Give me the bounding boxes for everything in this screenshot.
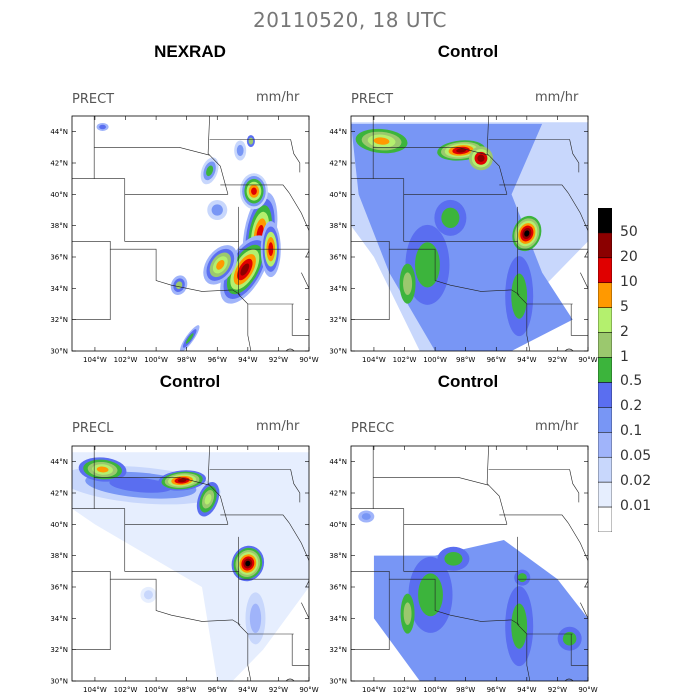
lon-label: 100°W <box>423 686 447 694</box>
state-border <box>487 484 507 525</box>
lat-label: 36°N <box>50 583 68 592</box>
lat-label: 38°N <box>50 552 68 561</box>
colorbar-label: 1 <box>620 348 629 365</box>
lon-label: 98°W <box>456 356 476 364</box>
map-panel-control-prect <box>329 116 598 364</box>
lon-label: 102°W <box>392 356 417 364</box>
map-panel-control-precl <box>50 446 319 694</box>
colorbar-segment <box>598 432 612 457</box>
lon-label: 102°W <box>113 686 138 694</box>
lat-label: 30°N <box>50 677 68 686</box>
units-label-precl: mm/hr <box>256 419 300 434</box>
precip-contour <box>249 138 254 145</box>
colorbar-label: 5 <box>620 298 629 315</box>
lon-label: 94°W <box>238 356 258 364</box>
lat-label: 36°N <box>329 253 347 262</box>
precip-contour <box>237 145 244 156</box>
precip-contour <box>250 604 261 633</box>
lon-label: 90°W <box>299 356 319 364</box>
state-border <box>580 273 588 289</box>
lat-label: 36°N <box>329 583 347 592</box>
lat-label: 32°N <box>50 646 68 655</box>
colorbar-label: 0.02 <box>620 473 652 490</box>
lon-label: 98°W <box>456 686 476 694</box>
variable-label-precc: PRECC <box>351 421 395 436</box>
precip-contour <box>251 187 257 194</box>
lat-label: 42°N <box>329 489 347 498</box>
colorbar-segment <box>598 233 612 258</box>
lat-label: 30°N <box>329 347 347 356</box>
lat-label: 34°N <box>329 284 347 293</box>
lon-label: 96°W <box>486 686 506 694</box>
lat-label: 44°N <box>50 458 68 467</box>
lat-label: 44°N <box>50 128 68 137</box>
figure-title: 20110520, 18 UTC <box>253 8 447 32</box>
colorbar-segment <box>598 308 612 333</box>
lon-label: 90°W <box>578 356 598 364</box>
lat-label: 40°N <box>329 520 347 529</box>
state-border <box>499 515 568 523</box>
lon-label: 92°W <box>268 686 289 694</box>
panel-title-control-prect: Control <box>437 42 499 61</box>
colorbar-segment <box>598 358 612 383</box>
state-border <box>568 523 592 587</box>
colorbar-label: 0.05 <box>620 448 652 465</box>
lat-label: 30°N <box>329 677 347 686</box>
precip-contour <box>144 590 153 599</box>
colorbar-label: 0.2 <box>620 398 643 415</box>
precip-contour <box>441 208 459 228</box>
colorbar <box>598 208 612 532</box>
precip-contour <box>418 573 443 616</box>
precip-contour <box>444 552 462 566</box>
lon-label: 102°W <box>113 356 138 364</box>
colorbar-segment <box>598 482 612 507</box>
colorbar-segment <box>598 258 612 283</box>
lon-label: 102°W <box>392 686 417 694</box>
colorbar-segment <box>598 283 612 308</box>
state-border <box>289 193 313 257</box>
lon-label: 98°W <box>177 356 197 364</box>
units-label-prect: mm/hr <box>535 90 579 105</box>
state-border <box>570 470 579 503</box>
lat-label: 32°N <box>50 316 68 325</box>
map-panel-nexrad <box>50 116 319 364</box>
state-border <box>301 603 309 619</box>
lon-label: 98°W <box>177 686 197 694</box>
lat-label: 38°N <box>50 222 68 231</box>
map-panel-control-precc <box>329 446 598 694</box>
precip-contour <box>518 573 527 582</box>
precip-contour <box>404 602 412 625</box>
lon-label: 92°W <box>547 686 568 694</box>
colorbar-label: 0.1 <box>620 423 643 440</box>
state-border <box>72 116 94 179</box>
colorbar-label: 0.01 <box>620 498 652 515</box>
state-border <box>94 147 209 155</box>
lat-label: 36°N <box>50 253 68 262</box>
lat-label: 32°N <box>329 316 347 325</box>
colorbar-segment <box>598 507 612 532</box>
lon-label: 104°W <box>83 356 107 364</box>
precip-contour <box>99 125 106 130</box>
lon-label: 104°W <box>362 686 386 694</box>
units-label-nexrad: mm/hr <box>256 90 300 105</box>
precip-field <box>351 446 593 683</box>
precip-contour <box>362 513 371 520</box>
lat-label: 42°N <box>329 159 347 168</box>
lon-label: 96°W <box>207 686 227 694</box>
precip-field <box>72 116 314 354</box>
colorbar-segment <box>598 333 612 358</box>
lat-label: 38°N <box>329 222 347 231</box>
lon-label: 104°W <box>83 686 107 694</box>
colorbar-label: 50 <box>620 223 638 240</box>
variable-label-prect: PRECT <box>351 92 394 107</box>
state-border <box>208 116 210 154</box>
state-border <box>72 249 110 320</box>
panel-title-control-precl: Control <box>159 372 221 391</box>
units-label-precc: mm/hr <box>535 419 579 434</box>
state-border <box>72 579 110 650</box>
precip-contour <box>212 204 223 215</box>
lat-label: 44°N <box>329 458 347 467</box>
lon-label: 94°W <box>517 686 537 694</box>
lat-label: 42°N <box>50 489 68 498</box>
lon-label: 92°W <box>547 356 568 364</box>
colorbar-label: 0.5 <box>620 373 643 390</box>
colorbar-label: 20 <box>620 248 638 265</box>
lat-label: 32°N <box>329 646 347 655</box>
precip-field <box>351 116 593 353</box>
state-border <box>373 509 507 525</box>
lat-label: 38°N <box>329 552 347 561</box>
lat-label: 40°N <box>50 520 68 529</box>
lon-label: 90°W <box>299 686 319 694</box>
lon-label: 96°W <box>486 356 506 364</box>
state-border <box>351 446 373 509</box>
lon-label: 94°W <box>238 686 258 694</box>
lat-label: 30°N <box>50 347 68 356</box>
state-border <box>301 273 309 289</box>
state-border <box>291 140 300 173</box>
lon-label: 100°W <box>144 356 168 364</box>
state-border <box>373 477 488 485</box>
panel-title-nexrad: NEXRAD <box>154 42 226 61</box>
lon-label: 104°W <box>362 356 386 364</box>
lat-label: 44°N <box>329 128 347 137</box>
lat-label: 42°N <box>50 159 68 168</box>
colorbar-segment <box>598 208 612 233</box>
state-border <box>248 304 251 351</box>
precip-field <box>60 446 314 683</box>
lon-label: 100°W <box>423 356 447 364</box>
variable-label-nexrad: PRECT <box>72 92 115 107</box>
variable-label-precl: PRECL <box>72 421 114 436</box>
lon-label: 92°W <box>268 356 289 364</box>
lat-label: 34°N <box>50 284 68 293</box>
lat-label: 34°N <box>329 614 347 623</box>
lon-label: 100°W <box>144 686 168 694</box>
lon-label: 90°W <box>578 686 598 694</box>
colorbar-segment <box>598 457 612 482</box>
lat-label: 34°N <box>50 614 68 623</box>
colorbar-label: 2 <box>620 323 629 340</box>
colorbar-label: 10 <box>620 273 638 290</box>
lon-label: 96°W <box>207 356 227 364</box>
lat-label: 40°N <box>329 190 347 199</box>
colorbar-segment <box>598 407 612 432</box>
colorbar-segment <box>598 382 612 407</box>
lat-label: 40°N <box>50 190 68 199</box>
panel-title-control-precc: Control <box>437 372 499 391</box>
state-border <box>487 446 489 484</box>
precip-contour <box>403 272 412 295</box>
lon-label: 94°W <box>517 356 537 364</box>
precip-contour <box>477 155 484 162</box>
